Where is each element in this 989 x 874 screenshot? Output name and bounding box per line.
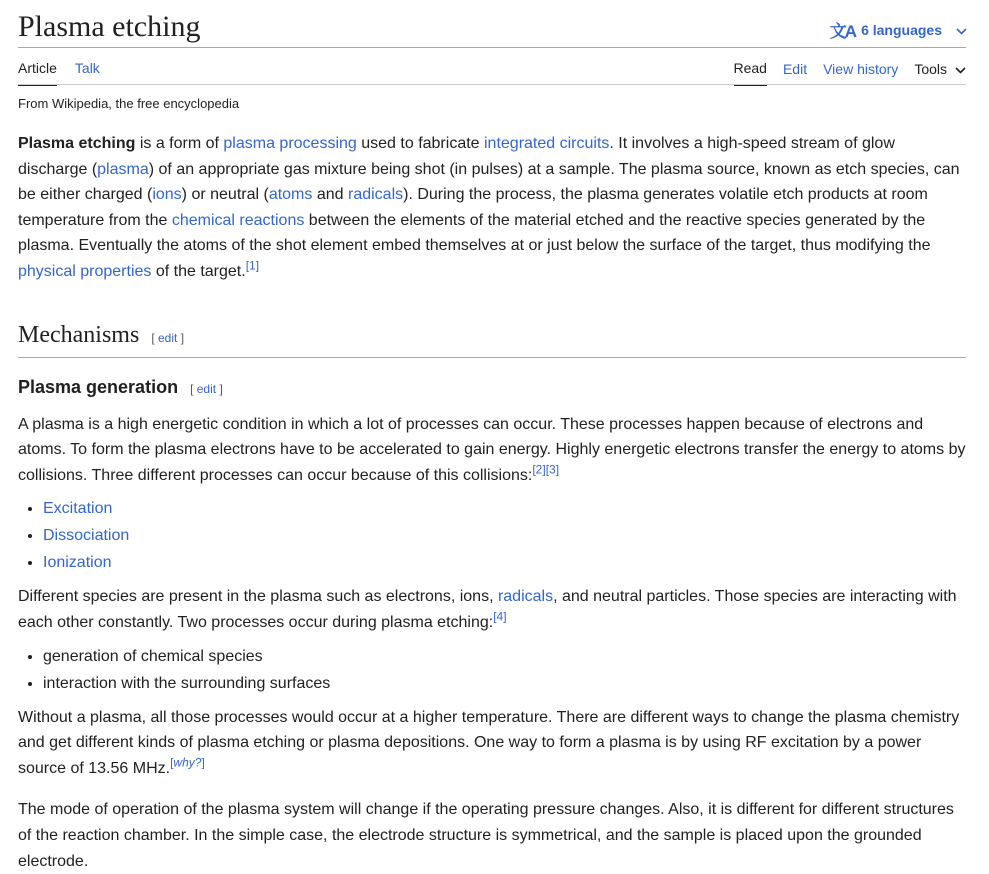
link-plasma[interactable]: plasma <box>97 160 149 178</box>
languages-button[interactable] <box>830 17 967 42</box>
process-list <box>18 495 966 576</box>
paragraph-operation-mode: The mode of operation of the plasma system will change if the operating pressure changes. Also, it is different for different structures of the reaction chamber. In the simple case, the electrode structure is symmetrical, and the sample is placed upon the grounded electrode. <box>18 801 954 870</box>
paragraph-text: Without a plasma, all those processes would occur at a higher temperature. There are different ways to change the plasma chemistry and get different kinds of plasma etching or plasma depositions. One way to form a plasma is by using RF excitation by a power source of 13.56 MHz. <box>18 708 960 777</box>
intro-text: ) of an appropriate gas mixture being shot (in pulses) at a sample. The plasma source, known as etch species, can be either charged ( <box>18 160 960 204</box>
tab-view-history[interactable]: View history <box>823 61 899 77</box>
tab-talk[interactable]: Talk <box>74 60 100 76</box>
page-title: Plasma etching <box>18 10 201 43</box>
edit-subsection-link[interactable]: edit <box>196 381 217 396</box>
citation-ref[interactable]: [1] <box>245 258 260 273</box>
list-item <box>43 522 966 549</box>
subsection-edit <box>190 382 223 396</box>
intro-text: used to fabricate <box>356 135 484 152</box>
intro-text: ). During the process, the plasma generates volatile etch products at room temperature from the <box>18 186 928 229</box>
citation-ref[interactable]: [3] <box>545 462 560 477</box>
chevron-down-icon <box>956 22 967 38</box>
view-tabs <box>734 60 967 86</box>
intro-text: between the elements of the material etched and the reactive species generated by the plasma. Eventually the atoms of the shot element embed themselves at or just below the surface of the target, thus modifying the <box>18 211 931 255</box>
languages-label: 6 languages <box>861 21 942 38</box>
edit-section-link[interactable]: edit <box>158 330 178 345</box>
tools-menu[interactable] <box>914 61 966 85</box>
subsection-heading-plasma-generation <box>18 375 966 401</box>
subsection-title: Plasma generation <box>18 376 179 397</box>
citation-needed <box>170 755 205 769</box>
tools-label: Tools <box>914 61 947 77</box>
section-heading-mechanisms <box>18 320 966 358</box>
link-chemical-reactions[interactable]: chemical reactions <box>171 211 305 229</box>
link-ions[interactable]: ions <box>152 186 182 204</box>
etching-process-list <box>18 643 966 697</box>
paragraph-species <box>18 584 966 635</box>
bracket: [ <box>151 330 155 345</box>
link-atoms[interactable]: atoms <box>268 186 313 204</box>
link-integrated-circuits[interactable]: integrated circuits <box>484 135 610 152</box>
citation-ref[interactable]: [2] <box>532 462 546 477</box>
intro-bold-term: Plasma etching <box>18 135 136 152</box>
bracket: ] <box>201 755 205 770</box>
link-ionization[interactable]: Ionization <box>43 554 112 572</box>
paragraph-text: , and neutral particles. Those species are interacting with each other constantly. Two processes occur during plasma etching: <box>18 588 957 631</box>
paragraph-rf-excitation <box>18 705 966 782</box>
paragraph-plasma-processes <box>18 412 966 489</box>
section-edit <box>151 331 184 345</box>
link-dissociation[interactable]: Dissociation <box>43 527 130 545</box>
link-excitation[interactable]: Excitation <box>43 500 113 518</box>
paragraph-gap <box>18 781 966 797</box>
title-divider <box>18 47 966 48</box>
tabs-divider <box>18 84 966 85</box>
tab-article[interactable]: Article <box>18 60 57 86</box>
intro-paragraph <box>18 131 966 285</box>
intro-text: ) or neutral ( <box>181 186 269 204</box>
site-tagline: From Wikipedia, the free encyclopedia <box>18 96 240 111</box>
paragraph-text: Different species are present in the plasma such as electrons, ions, <box>18 588 498 606</box>
link-physical-properties[interactable]: physical properties <box>18 262 152 280</box>
bracket: [ <box>190 381 194 396</box>
intro-text: of the target. <box>151 262 246 280</box>
bracket: ] <box>180 330 185 345</box>
paragraph-text: A plasma is a high energetic condition in which a lot of processes can occur. These processes happen because of electrons and atoms. To form the plasma electrons have to be accelerated to gain energy. Highly energetic electrons transfer the energy to atoms by collisions. Three different processes can occur because of this collisions: <box>18 415 966 484</box>
link-radicals[interactable]: radicals <box>497 588 554 606</box>
list-item <box>43 549 966 576</box>
translate-icon: 文A <box>829 22 856 41</box>
list-item <box>43 495 966 522</box>
bracket: [ <box>170 755 174 770</box>
namespace-tabs <box>18 60 100 86</box>
citation-ref[interactable]: [4] <box>493 609 507 624</box>
section-title: Mechanisms <box>18 321 140 348</box>
chevron-down-icon <box>955 61 966 78</box>
link-plasma-processing[interactable]: plasma processing <box>223 135 357 152</box>
article-body <box>18 131 966 874</box>
bracket: ] <box>219 381 223 396</box>
intro-text: . It involves a high-speed stream of glow discharge ( <box>18 135 895 178</box>
list-item: • interaction with the surrounding surfaces <box>43 670 966 697</box>
why-link[interactable]: why? <box>173 755 202 770</box>
tab-edit[interactable]: Edit <box>782 61 808 77</box>
tab-read[interactable]: Read <box>734 60 767 86</box>
list-item: • generation of chemical species <box>43 643 966 670</box>
intro-text: and <box>312 186 348 204</box>
intro-text: is a form of <box>135 135 224 152</box>
link-radicals[interactable]: radicals <box>347 186 404 204</box>
